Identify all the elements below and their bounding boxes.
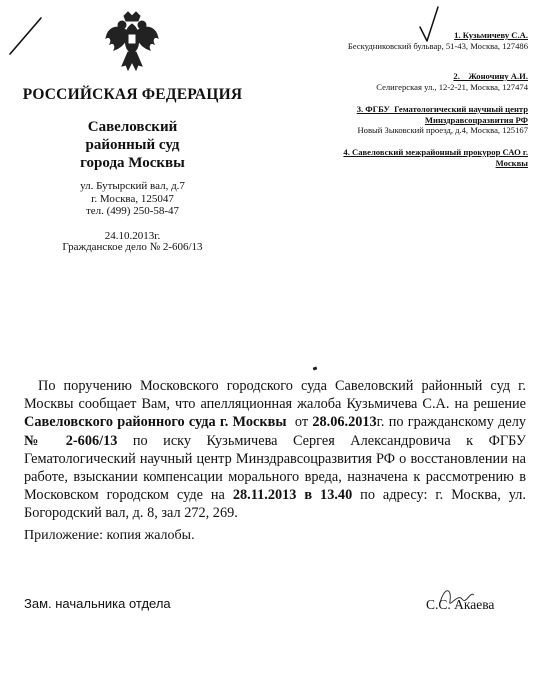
signer-name: С.С. Акаева	[426, 597, 495, 612]
recipient-2	[300, 71, 528, 92]
court-address	[10, 180, 255, 218]
recipient-1	[300, 30, 528, 51]
recipient-name: 2. Жоночину А.И.	[453, 71, 528, 81]
country-heading: РОССИЙСКАЯ ФЕДЕРАЦИЯ	[22, 86, 243, 103]
court-name-line: Савеловский	[87, 119, 178, 135]
recipient-address: Новый Зыковский проезд, д.4, Москва, 125167	[357, 125, 528, 135]
recipient-address: Селигерская ул., 12-2-21, Москва, 127474	[376, 81, 528, 92]
address-line: г. Москва, 125047	[91, 192, 174, 205]
decision-date: 28.06.2013	[312, 414, 377, 431]
recipient-address: Бескудниковский бульвар, 51-43, Москва, 127486	[347, 40, 528, 51]
body-text-segment: г. по гражданскому делу	[376, 414, 526, 431]
notice-paragraph	[24, 377, 526, 523]
recipient-3	[300, 104, 528, 136]
court-name-bold: Савеловского районного суда г. Москвы	[24, 414, 287, 431]
address-line: ул. Бутырский вал, д.7	[80, 180, 185, 192]
phone-line: тел. (499) 250-58-47	[85, 205, 180, 217]
body-text-segment: от	[286, 414, 313, 431]
case-number-bold: № 2-606/13	[24, 432, 118, 449]
recipient-name-line: Минздравсоцразвития РФ	[424, 114, 528, 125]
body-text-segment: по адресу: г. Москва, ул. Богородский вал, д. 8, зал 272, 269.	[24, 487, 527, 522]
hearing-time: 13.40	[320, 487, 353, 504]
recipient-name-line: 3. ФГБУ Гематологический научный центр	[356, 104, 528, 114]
body-text-segment: по иску Кузьмичева Сергея Александровича к ФГБУ Гематологический научный центр Минздравсоцразвития РФ о восстановлении на работе, взыскании компенсации морального вреда, назначена к рассмотрению в Московском городском суде на	[24, 432, 526, 504]
case-number: Гражданское дело № 2-606/13	[62, 241, 203, 253]
letter-date: 24.10.2013г.	[104, 230, 161, 242]
recipient-name-line: 4. Савеловский межрайонный прокурор САО г.	[343, 147, 528, 157]
stray-ink-mark	[313, 366, 318, 370]
corner-slash-mark	[5, 15, 45, 57]
court-name-line: районный суд	[85, 137, 180, 153]
double-headed-eagle-emblem-icon	[104, 10, 160, 72]
recipients-block	[300, 0, 528, 180]
body-text-segment: По поручению Московского городского суда Савеловский районный суд г. Москвы сообщает Вам, что апелляционная жалоба Кузьмичева С.А. на решение	[24, 378, 526, 413]
recipient-4	[300, 147, 528, 168]
body-text-segment: в	[296, 487, 321, 504]
signer-role: Зам. начальника отдела	[24, 596, 171, 611]
recipient-name-line: Москвы	[495, 157, 528, 168]
hearing-date: 28.11.2013	[232, 487, 297, 504]
court-name	[10, 118, 255, 172]
court-name-line: города Москвы	[80, 155, 185, 171]
recipient-name: 1. Кузьмичеву С.А.	[454, 30, 528, 40]
attachment-line: Приложение: копия жалобы.	[24, 528, 195, 543]
